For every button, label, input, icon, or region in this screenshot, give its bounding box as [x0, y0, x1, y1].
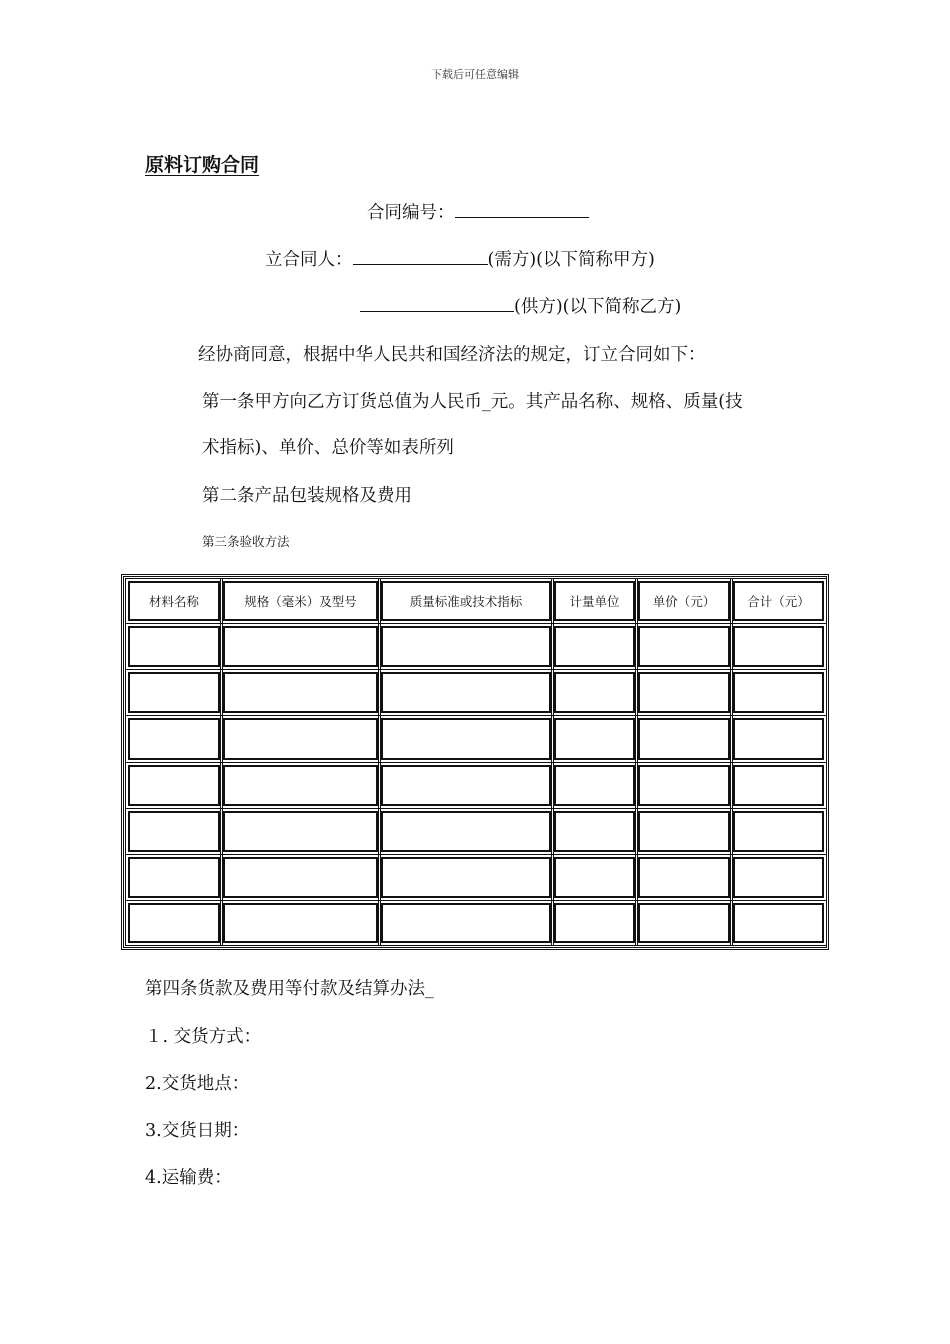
article-3: 第三条验收方法 — [202, 534, 290, 549]
party-b-suffix: (供方)(以下简称乙方) — [514, 297, 682, 317]
table-empty-cell[interactable] — [638, 857, 730, 898]
contract-number-label: 合同编号： — [367, 203, 455, 223]
table-empty-cell[interactable] — [733, 765, 824, 806]
table-empty-cell[interactable] — [223, 903, 378, 943]
table-empty-cell[interactable] — [554, 672, 635, 713]
table-empty-cell[interactable] — [554, 857, 635, 898]
table-empty-cell[interactable] — [223, 811, 378, 852]
table-header-cell: 单价（元） — [638, 581, 730, 621]
article-1-line-2: 术指标)、单价、总价等如表所列 — [202, 438, 454, 458]
table-empty-cell[interactable] — [554, 765, 635, 806]
table-empty-cell[interactable] — [381, 672, 551, 713]
product-table — [121, 574, 829, 950]
table-empty-cell[interactable] — [554, 903, 635, 943]
table-empty-cell[interactable] — [223, 765, 378, 806]
table-empty-cell[interactable] — [638, 811, 730, 852]
party-a-row — [265, 246, 655, 271]
table-empty-cell[interactable] — [128, 672, 220, 713]
table-empty-cell[interactable] — [733, 626, 824, 667]
table-empty-cell[interactable] — [381, 626, 551, 667]
table-empty-cell[interactable] — [128, 811, 220, 852]
page-header-note: 下载后可任意编辑 — [431, 68, 519, 81]
document-title: 原料订购合同 — [145, 154, 260, 176]
table-header-cell: 质量标准或技术指标 — [381, 581, 551, 621]
article-4: 第四条货款及费用等付款及结算办法_ — [145, 979, 434, 999]
table-header-cell: 合计（元） — [733, 581, 824, 621]
table-empty-cell[interactable] — [733, 718, 824, 760]
table-empty-cell[interactable] — [638, 718, 730, 760]
table-empty-cell[interactable] — [733, 672, 824, 713]
contract-number-blank[interactable] — [455, 199, 589, 218]
table-empty-cell[interactable] — [554, 718, 635, 760]
party-label: 立合同人： — [265, 250, 353, 270]
table-empty-cell[interactable] — [128, 903, 220, 943]
table-empty-cell[interactable] — [733, 903, 824, 943]
article-1-line-1: 第一条甲方向乙方订货总值为人民币_元。其产品名称、规格、质量(技 — [202, 392, 743, 412]
table-empty-cell[interactable] — [638, 626, 730, 667]
table-empty-cell[interactable] — [554, 626, 635, 667]
article-2: 第二条产品包装规格及费用 — [202, 486, 412, 506]
table-empty-cell[interactable] — [381, 811, 551, 852]
table-empty-cell[interactable] — [128, 626, 220, 667]
table-empty-cell[interactable] — [128, 765, 220, 806]
table-empty-cell[interactable] — [128, 857, 220, 898]
table-empty-cell[interactable] — [223, 718, 378, 760]
contract-number-row — [367, 199, 589, 224]
table-empty-cell[interactable] — [381, 765, 551, 806]
table-empty-cell[interactable] — [381, 903, 551, 943]
party-a-blank[interactable] — [353, 246, 488, 265]
table-empty-cell[interactable] — [638, 765, 730, 806]
intro-text: 经协商同意，根据中华人民共和国经济法的规定，订立合同如下： — [198, 345, 706, 365]
party-a-suffix: (需方)(以下简称甲方) — [487, 250, 655, 270]
table-empty-cell[interactable] — [381, 857, 551, 898]
item-delivery-date: 3.交货日期： — [145, 1121, 250, 1141]
table-empty-cell[interactable] — [733, 811, 824, 852]
table-empty-cell[interactable] — [733, 857, 824, 898]
item-delivery-method: １. 交货方式： — [145, 1027, 262, 1047]
party-b-row — [360, 293, 681, 318]
table-empty-cell[interactable] — [223, 857, 378, 898]
table-empty-cell[interactable] — [638, 903, 730, 943]
table-header-cell: 材料名称 — [128, 581, 220, 621]
table-header-cell: 规格（毫米）及型号 — [223, 581, 378, 621]
table-empty-cell[interactable] — [128, 718, 220, 760]
table-header-cell: 计量单位 — [554, 581, 635, 621]
party-b-blank[interactable] — [360, 293, 514, 312]
table-empty-cell[interactable] — [223, 672, 378, 713]
table-empty-cell[interactable] — [381, 718, 551, 760]
table-empty-cell[interactable] — [223, 626, 378, 667]
item-delivery-place: 2.交货地点： — [145, 1074, 250, 1094]
table-empty-cell[interactable] — [554, 811, 635, 852]
item-shipping-cost: 4.运输费： — [145, 1168, 232, 1188]
table-empty-cell[interactable] — [638, 672, 730, 713]
